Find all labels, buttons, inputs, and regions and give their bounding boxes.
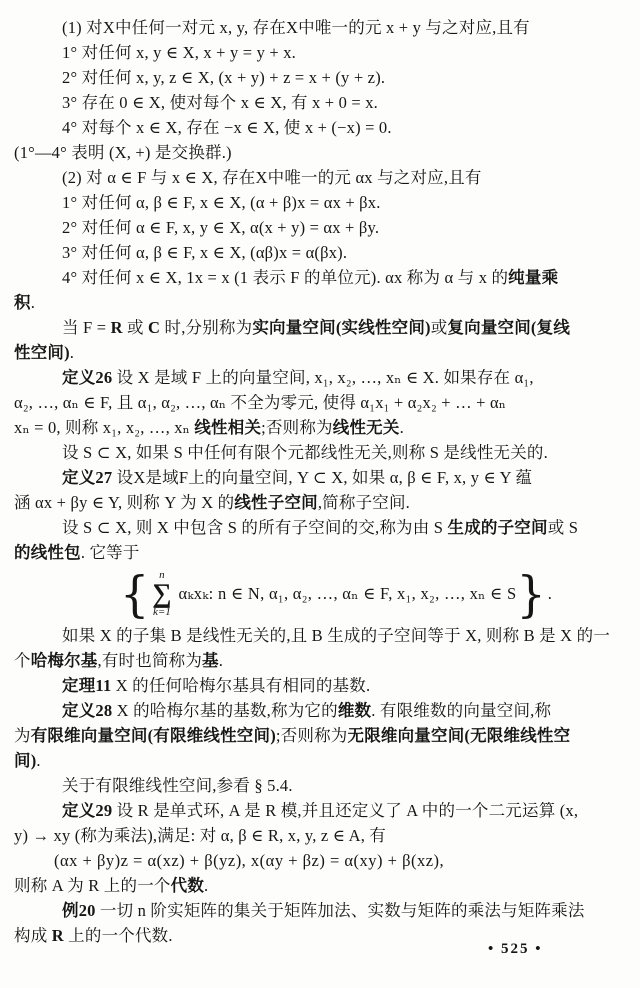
text-segment: 或 [430, 318, 448, 337]
text-segment: 复向量空间(复线 [447, 318, 571, 337]
text-line [14, 648, 614, 673]
text-segment: 哈梅尔基 [30, 651, 98, 670]
text-segment: 2° 对任何 x, y, z ∈ X, (x + y) + z = x + (y + z). [62, 68, 386, 87]
text-segment: 维数 [337, 701, 372, 720]
text-segment: 例20 [62, 901, 96, 920]
text-segment: 代数 [170, 876, 205, 895]
text-segment: 线性相关 [194, 418, 262, 437]
text-segment: ;否则称为 [275, 726, 348, 745]
text-segment: 定义27 [62, 468, 113, 487]
text-line [14, 848, 614, 873]
text-segment: 的线性包 [14, 543, 81, 562]
text-segment: 定义28 [62, 701, 113, 720]
text-line [14, 90, 614, 115]
text-segment: xₙ = 0, 则称 x₁, x₂, …, xₙ [14, 418, 195, 437]
text-segment: α₂, …, αₙ ∈ F, 且 α₁, α₂, …, αₙ 不全为零元, 使得 α₁x₁ + α₂x₂ + … + αₙ [14, 393, 507, 412]
text-segment: 纯量乘 [508, 268, 559, 287]
text-line [14, 723, 614, 748]
text-segment: 为 [14, 726, 31, 745]
text-segment: 有限维向量空间(有限维线性空间) [30, 726, 276, 745]
text-line [14, 340, 614, 365]
text-line [14, 415, 614, 440]
text-segment: 个 [14, 651, 31, 670]
text-line [14, 623, 614, 648]
text-line [14, 515, 614, 540]
text-line [14, 698, 614, 723]
text-line [14, 315, 614, 340]
text-line [14, 798, 614, 823]
text-segment: 线性子空间 [234, 493, 318, 512]
text-segment: 或 S [547, 518, 579, 537]
text-block [14, 15, 614, 948]
text-segment: 设 S ⊂ X, 则 X 中包含 S 的所有子空间的交,称为由 S [62, 518, 448, 537]
formula-period: . [547, 584, 552, 603]
text-line [14, 490, 614, 515]
text-line [14, 265, 614, 290]
text-segment: 3° 对任何 α, β ∈ F, x ∈ X, (αβ)x = α(βx). [62, 243, 348, 262]
text-line [14, 65, 614, 90]
text-segment: 定理11 [62, 676, 112, 695]
text-segment: . 有限维数的向量空间,称 [371, 701, 552, 720]
text-segment: 当 F = [62, 318, 111, 337]
right-brace: } [516, 565, 546, 623]
text-line [14, 40, 614, 65]
text-segment: (αx + βy)z = α(xz) + β(yz), x(αy + βz) = α(xy) + β(xz), [54, 851, 445, 870]
sum-upper-limit: n [159, 569, 165, 582]
text-segment: R [110, 318, 123, 337]
text-line [14, 240, 614, 265]
text-segment: 一切 n 阶实矩阵的集关于矩阵加法、实数与矩阵的乘法与矩阵乘法 [95, 901, 585, 920]
text-line [14, 115, 614, 140]
text-segment: 设X是域F上的向量空间, Y ⊂ X, 如果 α, β ∈ F, x, y ∈ Y 蕴 [112, 468, 533, 487]
text-segment: X 的哈梅尔基的基数,称为它的 [112, 701, 338, 720]
text-line [14, 190, 614, 215]
text-segment: . [399, 418, 404, 437]
text-segment: . [36, 751, 41, 770]
left-brace: { [120, 565, 150, 623]
text-line [14, 465, 614, 490]
text-segment: 时,分别称为 [160, 318, 253, 337]
text-segment: 定义29 [62, 801, 113, 820]
text-segment: 定义26 [62, 368, 113, 387]
sum-lower-limit: k=1 [153, 605, 171, 618]
text-segment: 无限维向量空间(无限维线性空 [347, 726, 571, 745]
text-segment: 性空间) [14, 343, 70, 362]
text-segment: 3° 存在 0 ∈ X, 使对每个 x ∈ X, 有 x + 0 = x. [62, 93, 378, 112]
text-segment: C [148, 318, 161, 337]
text-segment: . [30, 293, 36, 312]
text-line [14, 165, 614, 190]
text-line [14, 290, 614, 315]
text-segment: 1° 对任何 α, β ∈ F, x ∈ X, (α + β)x = αx + βx. [62, 193, 381, 212]
text-segment: (2) 对 α ∈ F 与 x ∈ X, 存在X中唯一的元 αx 与之对应,且有 [62, 168, 482, 187]
text-segment: 生成的子空间 [447, 518, 548, 537]
text-line [14, 390, 614, 415]
text-segment: 上的一个代数. [63, 926, 173, 945]
text-segment: ,有时也简称为 [97, 651, 203, 670]
text-segment: 线性无关 [332, 418, 400, 437]
text-line [14, 823, 614, 848]
text-line [14, 440, 614, 465]
text-segment: 积 [14, 293, 31, 312]
text-line [14, 748, 614, 773]
text-segment: . [69, 343, 75, 362]
text-segment: 涵 αx + βy ∈ Y, 则称 Y 为 X 的 [14, 493, 235, 512]
text-segment: 1° 对任何 x, y ∈ X, x + y = y + x. [62, 43, 296, 62]
text-line [14, 898, 614, 923]
text-segment: X 的任何哈梅尔基具有相同的基数. [111, 676, 371, 695]
text-segment: . 它等于 [80, 543, 140, 562]
text-line [14, 15, 614, 40]
text-segment: 则称 A 为 R 上的一个 [14, 876, 171, 895]
text-segment: (1) 对X中任何一对元 x, y, 存在X中唯一的元 x + y 与之对应,且有 [62, 18, 530, 37]
text-segment: 设 X 是域 F 上的向量空间, x₁, x₂, …, xₙ ∈ X. 如果存在 α₁, [112, 368, 534, 387]
text-segment: 实向量空间(实线性空间) [252, 318, 431, 337]
text-segment: 4° 对任何 x ∈ X, 1x = x (1 表示 F 的单位元). αx 称为 α 与 x 的 [62, 268, 509, 287]
text-segment: 设 R 是单式环, A 是 R 模,并且还定义了 A 中的一个二元运算 (x, [112, 801, 579, 820]
text-line [14, 673, 614, 698]
text-line [14, 140, 614, 165]
text-line [14, 215, 614, 240]
text-segment: 设 S ⊂ X, 如果 S 中任何有限个元都线性无关,则称 S 是线性无关的. [62, 443, 548, 462]
text-segment: 或 [122, 318, 149, 337]
text-segment: 基 [202, 651, 219, 670]
text-line [14, 540, 614, 565]
text-segment: . [204, 876, 209, 895]
summation-formula [120, 565, 614, 623]
formula-body: αₖxₖ: n ∈ N, α₁, α₂, …, αₙ ∈ F, x₁, x₂, …, xₙ ∈ S [178, 584, 517, 603]
sigma-icon: ∑ [152, 578, 172, 609]
text-segment: ,简称子空间. [317, 493, 410, 512]
text-line [14, 873, 614, 898]
text-segment: (1°—4° 表明 (X, +) 是交换群.) [14, 143, 232, 162]
page-number: • 525 • [488, 941, 543, 957]
text-line [14, 365, 614, 390]
text-line [14, 773, 614, 798]
text-segment: y) → xy (称为乘法),满足: 对 α, β ∈ R, x, y, z ∈ A, 有 [14, 826, 387, 845]
text-segment: 如果 X 的子集 B 是线性无关的,且 B 生成的子空间等于 X, 则称 B 是 X 的一 [62, 626, 611, 645]
text-segment: 构成 [14, 926, 52, 945]
text-segment: 关于有限维线性空间,参看 § 5.4. [62, 776, 293, 795]
text-segment: 间) [14, 751, 37, 770]
text-segment: . [218, 651, 224, 670]
text-segment: 4° 对每个 x ∈ X, 存在 −x ∈ X, 使 x + (−x) = 0. [62, 118, 392, 137]
text-segment: 2° 对任何 α ∈ F, x, y ∈ X, α(x + y) = αx + βy. [62, 218, 380, 237]
text-segment: R [51, 926, 64, 945]
sigma-operator [152, 570, 171, 618]
text-segment: ;否则称为 [261, 418, 333, 437]
